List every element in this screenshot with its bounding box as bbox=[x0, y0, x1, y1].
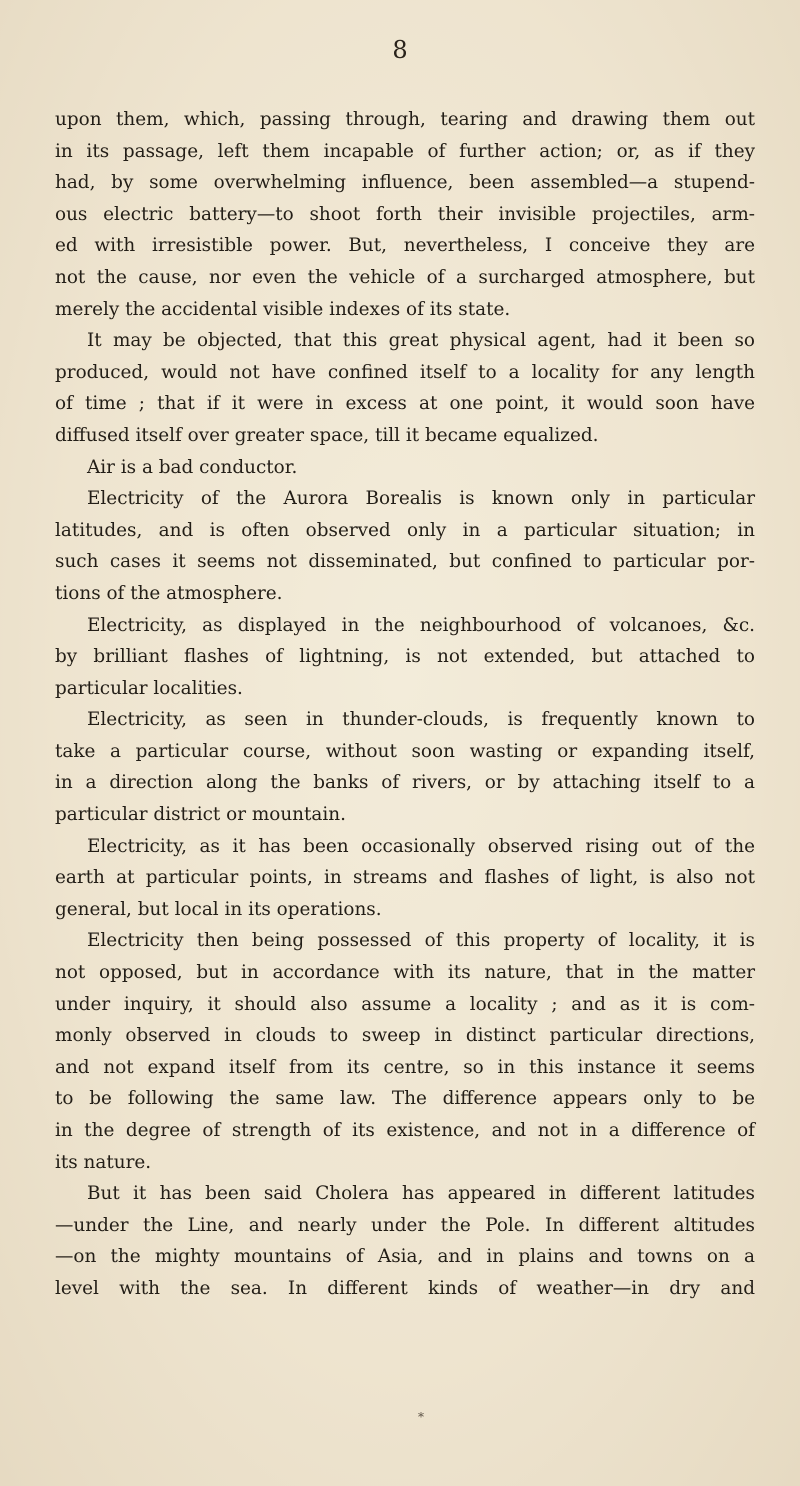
text-line: Air is a bad conductor. bbox=[87, 456, 298, 478]
text-line: Electricity, as it has been occasionally observed rising out of the bbox=[87, 835, 755, 857]
text-line: such cases it seems not disseminated, but confined to particular por- bbox=[55, 551, 755, 573]
text-line: Electricity, as seen in thunder-clouds, is frequently known to bbox=[87, 709, 755, 731]
text-line: not the cause, nor even the vehicle of a surcharged atmosphere, but bbox=[55, 266, 755, 288]
text-line: had, by some overwhelming influence, been assembled—a stupend- bbox=[55, 172, 755, 194]
body-text bbox=[55, 104, 755, 1305]
text-line: take a particular course, without soon wasting or expanding itself, bbox=[55, 740, 755, 762]
text-line: —under the Line, and nearly under the Pole. In different altitudes bbox=[55, 1214, 755, 1236]
text-line: merely the accidental visible indexes of its state. bbox=[55, 298, 511, 320]
text-line: diffused itself over greater space, till it became equalized. bbox=[55, 424, 599, 446]
text-line: Electricity then being possessed of this property of locality, it is bbox=[87, 930, 755, 952]
text-line: particular district or mountain. bbox=[55, 804, 346, 826]
text-line: in a direction along the banks of rivers, or by attaching itself to a bbox=[55, 772, 755, 794]
text-line: to be following the same law. The difference appears only to be bbox=[55, 1088, 755, 1110]
text-line: upon them, which, passing through, tearing and drawing them out bbox=[55, 109, 755, 130]
text-line: Electricity, as displayed in the neighbourhood of volcanoes, &c. bbox=[87, 614, 755, 636]
text-line: its nature. bbox=[55, 1151, 152, 1173]
text-line: ed with irresistible power. But, nevertheless, I conceive they are bbox=[55, 235, 755, 257]
text-line: under inquiry, it should also assume a locality ; and as it is com- bbox=[55, 993, 755, 1015]
text-line: in the degree of strength of its existence, and not in a difference of bbox=[55, 1120, 755, 1141]
text-line: particular localities. bbox=[55, 677, 243, 699]
text-line: tions of the atmosphere. bbox=[55, 582, 283, 604]
text-line: latitudes, and is often observed only in a particular situation; in bbox=[55, 519, 755, 541]
text-line: and not expand itself from its centre, so in this instance it seems bbox=[55, 1056, 755, 1078]
text-line: in its passage, left them incapable of further action; or, as if they bbox=[55, 140, 755, 162]
text-line: earth at particular points, in streams and flashes of light, is also not bbox=[55, 867, 755, 889]
text-line: Electricity of the Aurora Borealis is known only in particular bbox=[87, 488, 755, 510]
signature-mark: * bbox=[418, 1410, 424, 1424]
text-line: general, but local in its operations. bbox=[55, 898, 382, 920]
text-line: not opposed, but in accordance with its nature, that in the matter bbox=[55, 962, 755, 984]
text-line: It may be objected, that this great physical agent, had it been so bbox=[87, 330, 755, 352]
text-line: by brilliant flashes of lightning, is not extended, but attached to bbox=[55, 646, 755, 668]
text-line: —on the mighty mountains of Asia, and in plains and towns on a bbox=[55, 1246, 755, 1268]
text-line: of time ; that if it were in excess at one point, it would soon have bbox=[55, 393, 755, 415]
page-number: 8 bbox=[392, 36, 408, 64]
text-line: monly observed in clouds to sweep in distinct particular directions, bbox=[55, 1025, 755, 1047]
text-line: level with the sea. In different kinds of weather—in dry and bbox=[55, 1277, 755, 1299]
text-line: produced, would not have confined itself to a locality for any length bbox=[55, 361, 755, 383]
text-line: But it has been said Cholera has appeared in different latitudes bbox=[87, 1183, 755, 1205]
text-line: ous electric battery—to shoot forth their invisible projectiles, arm- bbox=[55, 203, 755, 225]
